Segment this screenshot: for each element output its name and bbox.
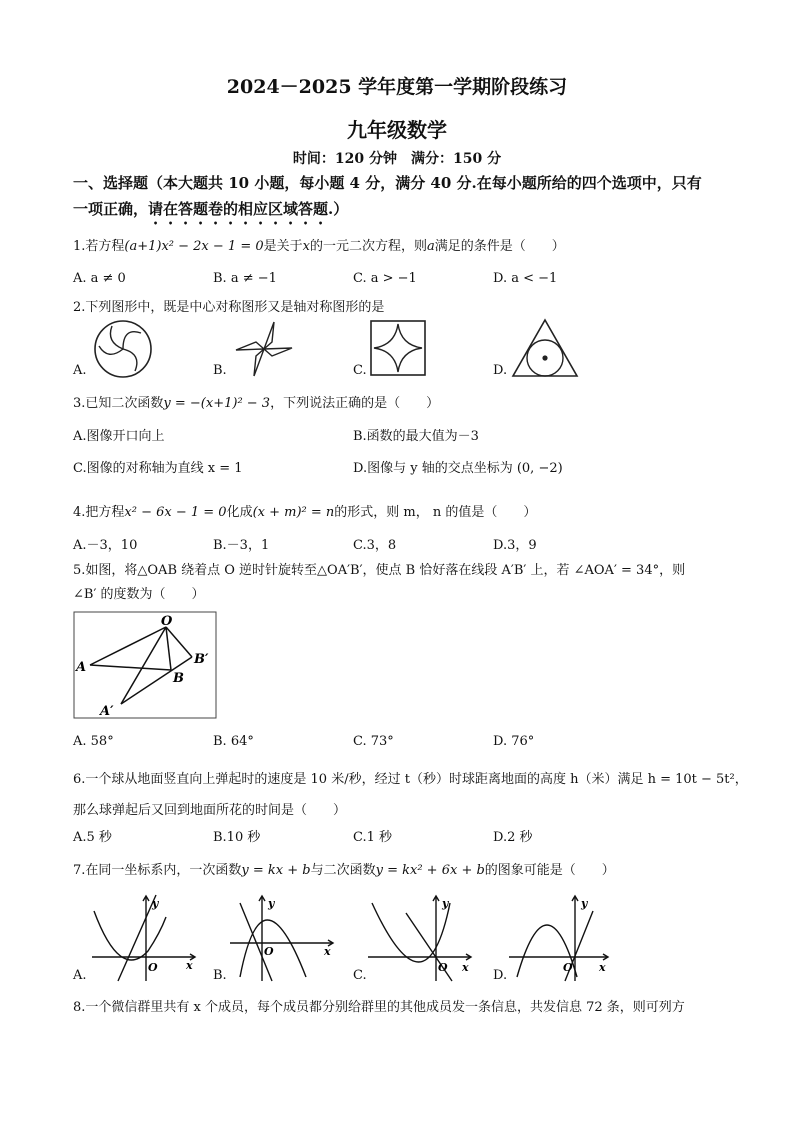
q1-stem-mid2: 的一元二次方程，则 [309,239,427,254]
q1-stem-mid: 是关于 [263,239,303,254]
q4-option-b[interactable]: B.－3，1 [213,538,270,553]
section-heading-post: .） [328,200,349,218]
q7a-x-label: x [186,959,193,972]
exam-time-info: 时间：120 分钟 满分：150 分 [292,151,502,167]
q7-option-c[interactable]: C. [353,968,367,983]
q5-option-a[interactable]: A. 58° [73,734,114,749]
q6-option-d[interactable]: D.2 秒 [493,830,533,845]
q7a-origin-label: O [148,961,158,974]
q7d-x-label: x [599,961,606,974]
exam-subject: 九年级数学 [347,118,447,142]
q3-stem [73,392,439,411]
q7-option-b[interactable]: B. [213,968,227,983]
q1-stem-post: 满足的条件是（ ） [434,239,565,254]
q7b-y-label: y [268,897,275,910]
q3-option-d[interactable]: D.图像与 y 轴的交点坐标为 (0, −2) [353,461,563,476]
q1-var-x: x [302,239,310,254]
q7c-origin-label: O [438,961,448,974]
q2-stem: 2.下列图形中，既是中心对称图形又是轴对称图形的是 [73,300,385,315]
q3-option-b[interactable]: B.函数的最大值为－3 [353,429,479,444]
q4-stem [73,501,536,520]
q5-rotation-figure [73,611,217,719]
q4-option-c[interactable]: C.3，8 [353,538,397,553]
q5-option-c[interactable]: C. 73° [353,734,394,749]
q7c-x-label: x [462,961,469,974]
q7-equation-2: y = kx² + 6x + b [375,863,485,878]
q1-var-a: a [427,239,435,254]
q3-option-c[interactable]: C.图像的对称轴为直线 x = 1 [73,461,243,476]
q2-option-b[interactable]: B. [213,363,227,378]
q1-equation: (a+1)x² − 2x − 1 = 0 [124,239,264,254]
section-heading-emphasis: 请在答题卷的相应区域答题 [148,200,329,218]
q5-stem-line2: ∠B′ 的度数为（ ） [73,587,205,602]
q4-equation-1: x² − 6x − 1 = 0 [124,505,227,520]
section-heading-line1: 一、选择题（本大题共 10 小题，每小题 4 分，满分 40 分.在每小题所给的四个选项中，只有 [73,174,702,192]
q7-stem-mid: 与二次函数 [310,863,376,878]
q7c-y-label: y [442,897,449,910]
q5-label-a: A [76,660,87,675]
q1-option-d[interactable]: D. a < −1 [493,271,558,286]
q5-label-b-prime: B′ [194,652,209,667]
q7-graph-a [90,893,200,983]
exam-title: 2024－2025 学年度第一学期阶段练习 [226,76,568,98]
q2-figure-d-triangle-circle [510,317,580,379]
q2-figure-b-pinwheel [232,318,296,380]
q1-option-a[interactable]: A. a ≠ 0 [73,271,126,286]
q3-stem-pre: 3.已知二次函数 [73,396,164,411]
q6-option-b[interactable]: B.10 秒 [213,830,261,845]
q7b-origin-label: O [264,945,274,958]
q7-equation-1: y = kx + b [241,863,311,878]
q5-option-b[interactable]: B. 64° [213,734,254,749]
q5-label-o: O [161,614,173,629]
q1-stem [73,235,565,254]
q5-option-d[interactable]: D. 76° [493,734,535,749]
q2-option-a[interactable]: A. [73,363,87,378]
q2-option-c[interactable]: C. [353,363,367,378]
q6-option-c[interactable]: C.1 秒 [353,830,393,845]
q7-graph-b [228,893,338,983]
q8-stem: 8.一个微信群里共有 x 个成员，每个成员都分别给群里的其他成员发一条信息，共发信息 72 条，则可列方 [73,1000,685,1015]
q7-option-a[interactable]: A. [73,968,87,983]
q2-figure-c-square-star [368,318,428,378]
q3-option-a[interactable]: A.图像开口向上 [73,429,165,444]
q7-stem-pre: 7.在同一坐标系内，一次函数 [73,863,242,878]
q1-option-c[interactable]: C. a > −1 [353,271,417,286]
q5-label-a-prime: A′ [100,704,114,719]
q6-stem-line2: 那么球弹起后又回到地面所花的时间是（ ） [73,803,347,818]
q7d-origin-label: O [563,961,573,974]
q4-option-a[interactable]: A.－3，10 [73,538,138,553]
q3-stem-post: ，下列说法正确的是（ ） [270,396,440,411]
q5-label-b: B [173,671,184,686]
q7d-y-label: y [581,897,588,910]
q4-stem-pre: 4.把方程 [73,505,125,520]
q7-option-d[interactable]: D. [493,968,508,983]
q3-equation: y = −(x+1)² − 3 [163,396,271,411]
q1-option-b[interactable]: B. a ≠ −1 [213,271,277,286]
q4-stem-mid: 化成 [226,505,253,520]
q2-option-d[interactable]: D. [493,363,508,378]
q4-option-d[interactable]: D.3，9 [493,538,537,553]
q5-stem-line1: 5.如图，将△OAB 绕着点 O 逆时针旋转至△OA′B′，使点 B 恰好落在线段 A′B′ 上，若 ∠AOA′ = 34°，则 [73,563,686,578]
q2-figure-a-swirl-circle [90,318,156,380]
q7-graph-c [366,893,476,983]
section-heading-pre: 一项正确， [73,200,149,218]
q6-option-a[interactable]: A.5 秒 [73,830,112,845]
q7-stem-post: 的图象可能是（ ） [484,863,615,878]
q1-stem-pre: 1.若方程 [73,239,125,254]
q4-equation-2: (x + m)² = n [252,505,335,520]
q7b-x-label: x [324,945,331,958]
q6-stem-line1: 6.一个球从地面竖直向上弹起时的速度是 10 米/秒，经过 t（秒）时球距离地面的高度 h（米）满足 h = 10t − 5t²， [73,772,748,787]
q7-stem [73,859,615,878]
section-heading-line2 [73,198,348,228]
q7-graph-d [507,893,617,983]
q4-stem-post: 的形式，则 m， n 的值是（ ） [334,505,537,520]
q7a-y-label: y [152,897,159,910]
